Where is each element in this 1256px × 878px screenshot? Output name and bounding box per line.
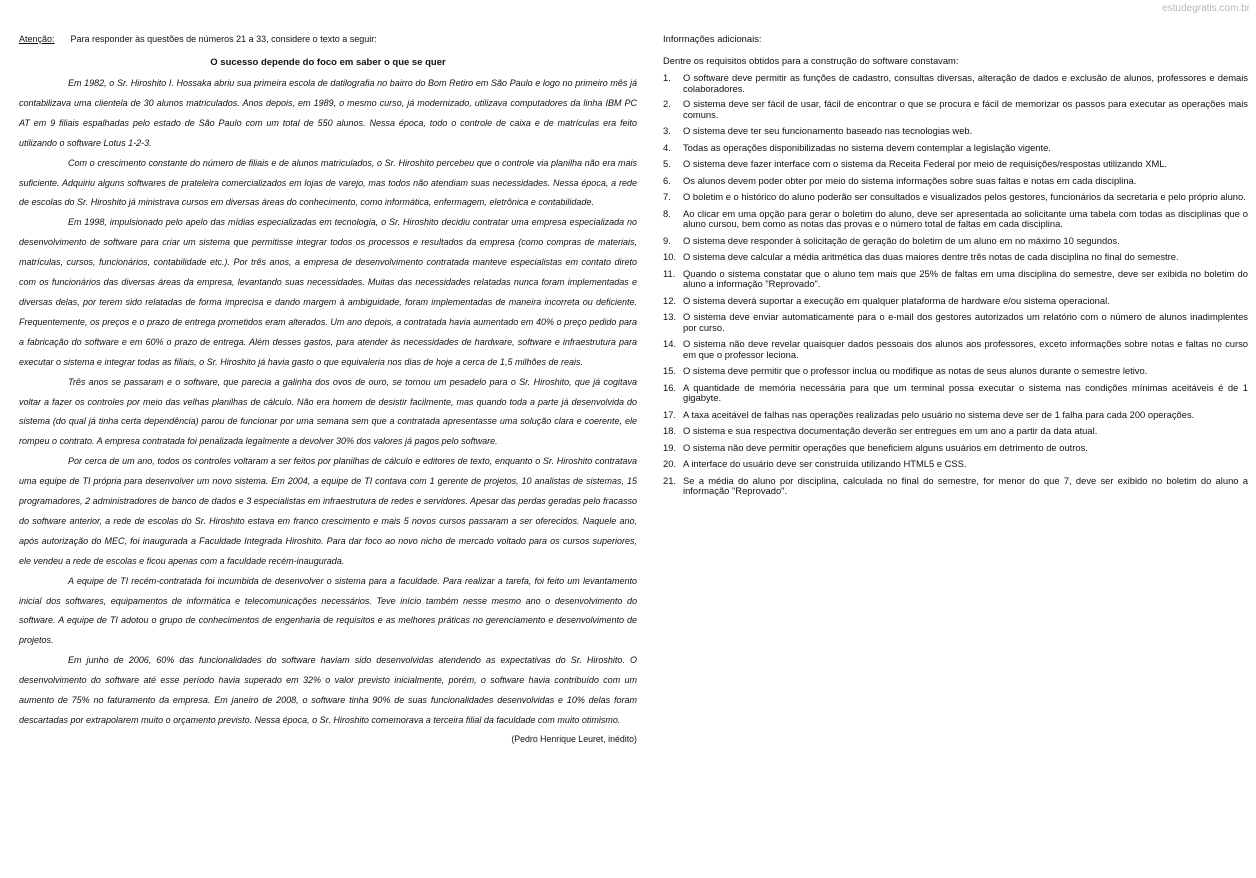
text-title: O sucesso depende do foco em saber o que se quer: [210, 57, 446, 68]
requirement-item: [663, 383, 1248, 404]
paragraph: Três anos se passaram e o software, que parecia a galinha dos ovos de ouro, se tornou um pesadelo para o Sr. Hiroshito, que já cogitava voltar a fazer os controles por meio das velhas planilhas de cálculo. Não era homem de desistir facilmente, mas quando toda a parte já desenvolvida do sistema (do qual já tinha certa dependência) parou de funcionar por uma semana sem que a contratada apresentasse uma solução clara e coerente, ele rompeu o contrato. A empresa contratada foi penalizada legalmente a devolver 30% dos valores já pagos pelo software.: [19, 376, 637, 447]
requirement-text: O sistema deve ter seu funcionamento baseado nas tecnologias web.: [683, 125, 973, 136]
requirement-number: 17.: [663, 408, 677, 420]
requirement-text: O software deve permitir as funções de cadastro, consultas diversas, alteração de dados e exclusão de alunos, professores e demais colaboradores.: [683, 72, 1248, 94]
requirement-text: O sistema deve enviar automaticamente para o e-mail dos gestores autorizados um relatório com o número de alunos inadimplentes por curso.: [683, 311, 1248, 333]
requirement-number: 18.: [663, 425, 677, 436]
requirement-number: 9.: [663, 234, 671, 246]
requirement-number: 7.: [663, 191, 671, 202]
requirement-text: O sistema deve fazer interface com o sistema da Receita Federal por meio de requisições/respostas utilizando XML.: [683, 158, 1168, 169]
watermark: estudegratis.com.br: [1162, 3, 1250, 14]
requirement-text: Quando o sistema constatar que o aluno tem mais que 25% de faltas em uma disciplina do semestre, deve ser exibida no boletim do aluno a informação "Reprovado".: [683, 267, 1248, 289]
attention-text: Para responder às questões de números 21 a 33, considere o texto a seguir:: [70, 34, 377, 44]
requirement-text: O sistema deve responder à solicitação de geração do boletim de um aluno em no máximo 10 segundos.: [683, 234, 1120, 246]
requirement-text: A interface do usuário deve ser construída utilizando HTML5 e CSS.: [683, 458, 967, 469]
requirement-text: O sistema deverá suportar a execução em qualquer plataforma de hardware e/ou sistema operacional.: [683, 294, 1110, 306]
paragraph: Em junho de 2006, 60% das funcionalidades do software haviam sido desenvolvidas atendendo as expectativas do Sr. Hiroshito. O desenvolvimento do software até esse período havia superado em 32% o valor previsto inicialmente, porém, o software havia contribuído com um aumento de 75% no faturamento da empresa. Em janeiro de 2008, o software tinha 90% de suas funcionalidades desenvolvidas e 10% delas foram descartadas por extrapolarem muito o orçamento previsto. Nessa época, o Sr. Hiroshito comemorava a terceira filial da faculdade com muito otimismo.: [19, 655, 637, 725]
requirement-text: O sistema não deve permitir operações que beneficiem alguns usuários em detrimento de outros.: [683, 441, 1088, 453]
requirement-item: [663, 269, 1248, 290]
requirement-item: [663, 426, 1248, 437]
requirement-number: 15.: [663, 365, 677, 376]
requirement-item: [663, 176, 1248, 187]
requirement-number: 4.: [663, 141, 671, 153]
requirement-text: O sistema e sua respectiva documentação deverão ser entregues em um ano a partir da data atual.: [683, 425, 1098, 436]
requirement-text: A taxa aceitável de falhas nas operações realizadas pelo usuário no sistema deve ser de 1 falha para cada 200 operações.: [683, 408, 1195, 420]
requirement-text: Todas as operações disponibilizadas no sistema devem contemplar a legislação vigente.: [683, 141, 1051, 153]
requirement-number: 21.: [663, 474, 677, 486]
requirement-item: [663, 252, 1248, 263]
requirement-item: [663, 99, 1248, 120]
requirement-text: O sistema deve permitir que o professor inclua ou modifique as notas de seus alunos durante o semestre letivo.: [683, 365, 1148, 376]
requirement-number: 20.: [663, 458, 677, 469]
attention-line: [19, 33, 637, 45]
requirement-item: [663, 443, 1248, 454]
requirement-item: [663, 192, 1248, 203]
requirements-intro: Dentre os requisitos obtidos para a construção do software constavam:: [663, 55, 959, 66]
requirement-number: 5.: [663, 158, 671, 169]
requirement-item: [663, 410, 1248, 421]
requirement-number: 3.: [663, 125, 671, 136]
requirement-number: 14.: [663, 338, 677, 349]
author-credit: (Pedro Henrique Leuret, inédito): [511, 733, 637, 744]
requirement-item: [663, 73, 1248, 94]
requirement-item: [663, 126, 1248, 137]
paragraph: A equipe de TI recém-contratada foi incumbida de desenvolver o sistema para a faculdade. Para realizar a tarefa, foi feito um levantamento inicial dos softwares, equipamentos de informática e telecomunicações necessários. Teve início também nesse mesmo ano o desenvolvimento do software. A equipe de TI adotou o grupo de conhecimentos de engenharia de requisitos e as melhores práticas no gerenciamento e desenvolvimento de projetos.: [19, 575, 637, 646]
requirements-list: [663, 73, 1248, 497]
requirement-item: [663, 209, 1248, 230]
requirement-item: [663, 159, 1248, 170]
paragraph: Por cerca de um ano, todos os controles voltaram a ser feitos por planilhas de cálculo e editores de texto, enquanto o Sr. Hiroshito contratava uma equipe de TI própria para desenvolver um novo sistema. Em 2004, a equipe de TI contava com 1 gerente de projetos, 10 analistas de sistemas, 15 programadores, 2 administradores de banco de dados e 3 especialistas em infraestrutura de redes e servidores. Apesar das perdas geradas pelo fracasso do software anterior, a rede de escolas do Sr. Hiroshito estava em franco crescimento e mais 5 novos cursos passaram a ser oferecidos. Naquele ano, após autorização do MEC, foi inaugurada a Faculdade Integrada Hiroshito. Para dar foco ao novo nicho de mercado voltado para os cursos superiores, ele vendeu a rede de escolas e ficou apenas com a faculdade recém-inaugurada.: [19, 456, 637, 566]
requirement-number: 6.: [663, 174, 671, 186]
requirement-item: [663, 476, 1248, 497]
requirement-text: Se a média do aluno por disciplina, calculada no final do semestre, for menor do que 7, deve ser exibido no boletim do aluno a informação "Reprovado".: [683, 474, 1248, 496]
requirement-text: Os alunos devem poder obter por meio do sistema informações sobre suas faltas e notas em cada disciplina.: [683, 174, 1137, 186]
paragraph: Em 1998, impulsionado pelo apelo das mídias especializadas em tecnologia, o Sr. Hiroshito decidiu contratar uma empresa especializada no desenvolvimento de software para criar um sistema que permitisse integrar todos os processos e resultados da empresa (como compras de materiais, matrículas, cursos, funcionários, contabilidade etc.). Por três anos, a empresa de desenvolvimento contratada manteve especialistas em contato direto com os funcionários das diversas áreas da empresa, levantando suas necessidades. Muitas das necessidades relatadas nunca foram implementadas e diversas delas, por terem sido relatadas de forma imprecisa e dando margem à ambiguidade, foram implementadas de maneira incorreta ou deficiente. Frequentemente, os preços e o prazo de entrega prometidos eram alterados. Um ano depois, a contratada havia aumentado em 40% o preço pedido para a fabricação do software e em 60% o prazo de entrega. Além desses gastos, para atender às necessidades de hardware, software e infraestrutura para executar o sistema e integrar todas as filiais, o Sr. Hiroshito já havia gasto o que equivaleria nos dias de hoje a cerca de 1,5 milhões de reais.: [19, 217, 637, 367]
requirement-number: 1.: [663, 72, 671, 83]
requirement-text: O sistema deve calcular a média aritmética das duas maiores dentre três notas de cada disciplina no final do semestre.: [683, 251, 1179, 262]
paragraph: Com o crescimento constante do número de filiais e de alunos matriculados, o Sr. Hiroshito percebeu que o controle via planilha não era mais suficiente. Adquiriu alguns softwares de prateleira comercializados em lojas de varejo, mas todos não atendiam suas necessidades. Nessa época, a rede de escolas do Sr. Hiroshito já ministrava cursos em diversas áreas do conhecimento, como informática, enfermagem, eletrônica e contabilidade.: [19, 157, 637, 208]
requirement-number: 19.: [663, 441, 677, 453]
requirement-item: [663, 236, 1248, 247]
requirement-number: 8.: [663, 207, 671, 219]
requirement-text: Ao clicar em uma opção para gerar o boletim do aluno, deve ser apresentada ao solicitante uma tabela com todas as disciplinas que o aluno cursou, bem como as notas das provas e o número total de faltas em cada disciplina.: [683, 207, 1248, 229]
requirement-number: 10.: [663, 251, 677, 262]
requirement-item: [663, 366, 1248, 377]
requirement-item: [663, 459, 1248, 470]
attention-label: Atenção:: [19, 34, 55, 44]
requirement-number: 16.: [663, 381, 677, 393]
requirement-text: O sistema não deve revelar quaisquer dados pessoais dos alunos aos professores, exceto informações sobre notas e faltas no curso em que o professor leciona.: [683, 338, 1248, 360]
additional-info-column: [663, 33, 1248, 503]
requirement-text: O boletim e o histórico do aluno poderão ser consultados e visualizados pelos gestores, funcionários da secretaria e pelo próprio aluno.: [683, 191, 1246, 202]
main-text-column: [19, 33, 637, 745]
requirement-item: [663, 339, 1248, 360]
requirement-number: 12.: [663, 294, 677, 306]
paragraph: Em 1982, o Sr. Hiroshito I. Hossaka abriu sua primeira escola de datilografia no bairro do Bom Retiro em São Paulo e logo no primeiro mês já contabilizava uma clientela de 30 alunos matriculados. Anos depois, em 1989, o mesmo curso, já modernizado, utilizava computadores da linha IBM PC AT em 9 filiais espalhadas pelo estado de São Paulo com um total de 550 alunos. Nessa época, todo o controle de caixa e de matrículas era feito utilizando o software Lotus 1-2-3.: [19, 78, 637, 148]
requirement-item: [663, 296, 1248, 307]
requirement-number: 13.: [663, 311, 677, 322]
requirement-text: A quantidade de memória necessária para que um terminal possa executar o sistema nas condições mínimas aceitáveis é de 1 gigabyte.: [683, 381, 1248, 403]
requirement-number: 11.: [663, 267, 676, 279]
requirement-number: 2.: [663, 98, 671, 109]
requirement-item: [663, 143, 1248, 154]
requirement-text: O sistema deve ser fácil de usar, fácil de encontrar o que se procura e fácil de memorizar os passos para executar as operações mais comuns.: [683, 98, 1248, 120]
additional-info-heading: Informações adicionais:: [663, 33, 762, 44]
requirement-item: [663, 312, 1248, 333]
